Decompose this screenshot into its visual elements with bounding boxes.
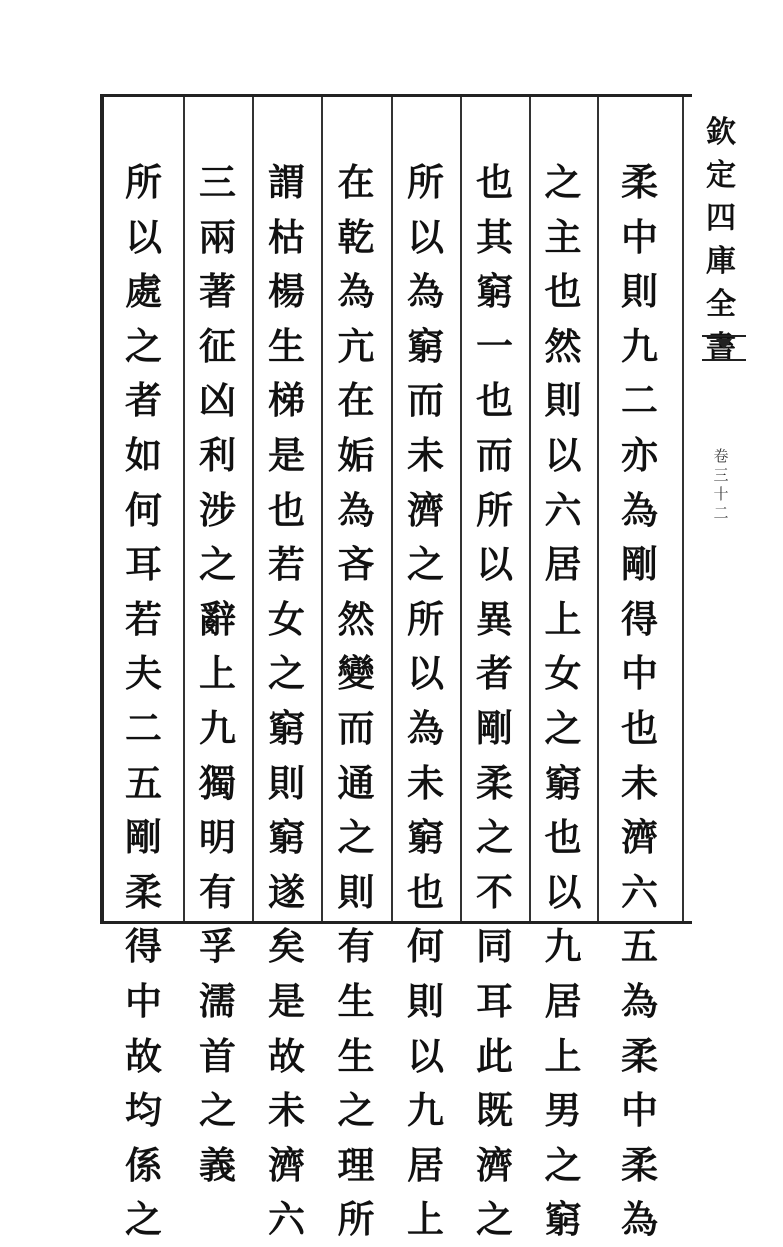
glyph: 未: [407, 760, 444, 805]
fish-tail-mark: [702, 335, 746, 361]
glyph: 耳: [125, 542, 162, 587]
glyph: 之: [544, 705, 582, 750]
text-column-1: [597, 97, 684, 1242]
glyph: 在: [337, 160, 375, 204]
glyph: 所: [407, 160, 444, 204]
column-text: [252, 155, 321, 1247]
glyph: 四: [706, 201, 736, 236]
column-text: [460, 155, 529, 1247]
glyph: 之: [337, 815, 375, 860]
glyph: 如: [125, 432, 162, 477]
glyph: 濟: [476, 1142, 513, 1187]
glyph: 若: [268, 542, 305, 587]
glyph: 遂: [268, 869, 305, 914]
glyph: 亢: [337, 323, 375, 368]
glyph: 中: [621, 651, 658, 696]
glyph: 中: [125, 978, 162, 1023]
glyph: 柔: [476, 760, 513, 805]
glyph: 卷: [713, 447, 729, 465]
glyph: 窮: [407, 815, 444, 860]
text-column-3: [460, 97, 531, 1242]
glyph: 同: [476, 924, 513, 969]
glyph: 則: [544, 378, 582, 423]
glyph: 上: [407, 1197, 444, 1242]
glyph: 未: [268, 1088, 305, 1133]
glyph: 女: [544, 651, 582, 696]
glyph: 濟: [268, 1142, 305, 1187]
glyph: 生: [268, 323, 305, 368]
glyph: 之: [199, 542, 236, 587]
glyph: 為: [407, 269, 444, 314]
glyph: 之: [476, 1197, 513, 1242]
glyph: 全: [706, 287, 736, 322]
glyph: 九: [621, 323, 658, 368]
glyph: 柔: [621, 160, 658, 204]
glyph: 窮: [268, 705, 305, 750]
glyph: 既: [476, 1088, 513, 1133]
glyph: 而: [476, 432, 513, 477]
glyph: 欽: [706, 115, 736, 150]
glyph: 有: [337, 924, 375, 969]
margin-section: [710, 447, 732, 523]
text-column-6: [252, 97, 323, 1242]
glyph: 楊: [268, 269, 305, 314]
glyph: 均: [125, 1088, 162, 1133]
glyph: 征: [199, 323, 236, 368]
glyph: 故: [268, 1033, 305, 1078]
glyph: 以: [407, 651, 444, 696]
glyph: 一: [476, 323, 513, 368]
glyph: 所: [476, 487, 513, 532]
glyph: 夫: [125, 651, 162, 696]
text-column-5: [321, 97, 393, 1242]
glyph: 之: [268, 651, 305, 696]
glyph: 之: [125, 323, 162, 368]
glyph: 窮: [268, 815, 305, 860]
glyph: 係: [125, 1142, 162, 1187]
glyph: 異: [476, 596, 513, 641]
glyph: 窮: [544, 760, 582, 805]
glyph: 未: [407, 432, 444, 477]
glyph: 然: [337, 596, 375, 641]
glyph: 柔: [621, 1033, 658, 1078]
glyph: 也: [476, 378, 513, 423]
glyph: 則: [407, 978, 444, 1023]
glyph: 所: [407, 596, 444, 641]
glyph: 為: [621, 978, 658, 1023]
glyph: 窮: [476, 269, 513, 314]
glyph: 通: [337, 760, 375, 805]
glyph: 剛: [621, 542, 658, 587]
glyph: 所: [125, 160, 162, 204]
glyph: 涉: [199, 487, 236, 532]
glyph: 姤: [337, 432, 375, 477]
glyph: 也: [268, 487, 305, 532]
glyph: 也: [621, 705, 658, 750]
glyph: 梯: [268, 378, 305, 423]
glyph: 耳: [476, 978, 513, 1023]
glyph: 書: [706, 330, 736, 365]
glyph: 生: [337, 1033, 375, 1078]
glyph: 男: [544, 1088, 582, 1133]
glyph: 孚: [199, 924, 236, 969]
column-text: [597, 155, 682, 1247]
glyph: 為: [621, 1197, 658, 1242]
glyph: 凶: [199, 378, 236, 423]
glyph: 居: [544, 978, 582, 1023]
glyph: 亦: [621, 432, 658, 477]
glyph: 獨: [199, 760, 236, 805]
glyph: 以: [407, 1033, 444, 1078]
glyph: 則: [337, 869, 375, 914]
glyph: 若: [125, 596, 162, 641]
glyph: 居: [544, 542, 582, 587]
glyph: 上: [544, 596, 582, 641]
glyph: 五: [621, 924, 658, 969]
glyph: 故: [125, 1033, 162, 1078]
glyph: 乾: [337, 214, 375, 259]
glyph: 未: [621, 760, 658, 805]
glyph: 以: [544, 869, 582, 914]
glyph: 在: [337, 378, 375, 423]
column-text: [104, 155, 183, 1247]
glyph: 然: [544, 323, 582, 368]
glyph: 定: [706, 158, 736, 193]
glyph: 以: [476, 542, 513, 587]
glyph: 上: [199, 651, 236, 696]
glyph: 以: [125, 214, 162, 259]
glyph: 中: [621, 214, 658, 259]
glyph: 生: [337, 978, 375, 1023]
glyph: 之: [407, 542, 444, 587]
glyph: 主: [544, 214, 582, 259]
glyph: 濟: [621, 815, 658, 860]
glyph: 為: [407, 705, 444, 750]
glyph: 中: [621, 1088, 658, 1133]
glyph: 著: [199, 269, 236, 314]
glyph: 而: [337, 705, 375, 750]
text-column-2: [529, 97, 599, 1242]
glyph: 利: [199, 432, 236, 477]
glyph: 也: [544, 269, 582, 314]
glyph: 三: [713, 466, 729, 484]
glyph: 謂: [268, 160, 305, 204]
glyph: 之: [544, 160, 582, 204]
glyph: 而: [407, 378, 444, 423]
margin-title: [704, 111, 738, 369]
glyph: 矣: [268, 924, 305, 969]
glyph: 也: [476, 160, 513, 204]
glyph: 六: [268, 1197, 305, 1242]
glyph: 十: [713, 485, 729, 503]
glyph: 變: [337, 651, 375, 696]
column-text: [529, 155, 597, 1247]
glyph: 是: [268, 978, 305, 1023]
column-text: [183, 155, 252, 1192]
glyph: 女: [268, 596, 305, 641]
glyph: 其: [476, 214, 513, 259]
glyph: 為: [621, 487, 658, 532]
text-column-7: [183, 97, 254, 1187]
glyph: 上: [544, 1033, 582, 1078]
glyph: 枯: [268, 214, 305, 259]
glyph: 首: [199, 1033, 236, 1078]
text-column-4: [391, 97, 462, 1242]
glyph: 窮: [544, 1197, 582, 1242]
glyph: 處: [125, 269, 162, 314]
glyph: 得: [125, 924, 162, 969]
column-text: [321, 155, 391, 1247]
glyph: 之: [125, 1197, 162, 1242]
glyph: 者: [125, 378, 162, 423]
glyph: 居: [407, 1142, 444, 1187]
glyph: 三: [199, 160, 236, 204]
glyph: 二: [621, 378, 658, 423]
glyph: 者: [476, 651, 513, 696]
glyph: 之: [337, 1088, 375, 1133]
text-column-8: [104, 97, 185, 1242]
glyph: 九: [544, 924, 582, 969]
glyph: 此: [476, 1033, 513, 1078]
glyph: 二: [125, 705, 162, 750]
glyph: 吝: [337, 542, 375, 587]
glyph: 則: [268, 760, 305, 805]
glyph: 九: [199, 705, 236, 750]
glyph: 為: [337, 487, 375, 532]
glyph: 兩: [199, 214, 236, 259]
glyph: 辭: [199, 596, 236, 641]
glyph: 柔: [621, 1142, 658, 1187]
glyph: 也: [544, 815, 582, 860]
glyph: 九: [407, 1088, 444, 1133]
glyph: 六: [621, 869, 658, 914]
glyph: 二: [713, 504, 729, 522]
glyph: 所: [337, 1197, 375, 1242]
glyph: 何: [407, 924, 444, 969]
column-text: [391, 155, 460, 1247]
glyph: 之: [544, 1142, 582, 1187]
glyph: 何: [125, 487, 162, 532]
glyph: 則: [621, 269, 658, 314]
glyph: 剛: [125, 815, 162, 860]
glyph: 以: [544, 432, 582, 477]
glyph: 濟: [407, 487, 444, 532]
glyph: 也: [407, 869, 444, 914]
glyph: 以: [407, 214, 444, 259]
glyph: 為: [337, 269, 375, 314]
glyph: 之: [476, 815, 513, 860]
glyph: 義: [199, 1142, 236, 1187]
glyph: 窮: [407, 323, 444, 368]
glyph: 有: [199, 869, 236, 914]
glyph: 不: [476, 869, 513, 914]
glyph: 明: [199, 815, 236, 860]
glyph: 理: [337, 1142, 375, 1187]
page-frame: [100, 94, 736, 1242]
glyph: 五: [125, 760, 162, 805]
glyph: 柔: [125, 869, 162, 914]
glyph: 剛: [476, 705, 513, 750]
glyph: 是: [268, 432, 305, 477]
page-margin-strip: [696, 97, 783, 927]
glyph: 六: [544, 487, 582, 532]
glyph: 濡: [199, 978, 236, 1023]
glyph: 得: [621, 596, 658, 641]
glyph: 之: [199, 1088, 236, 1133]
glyph: 庫: [706, 244, 736, 279]
